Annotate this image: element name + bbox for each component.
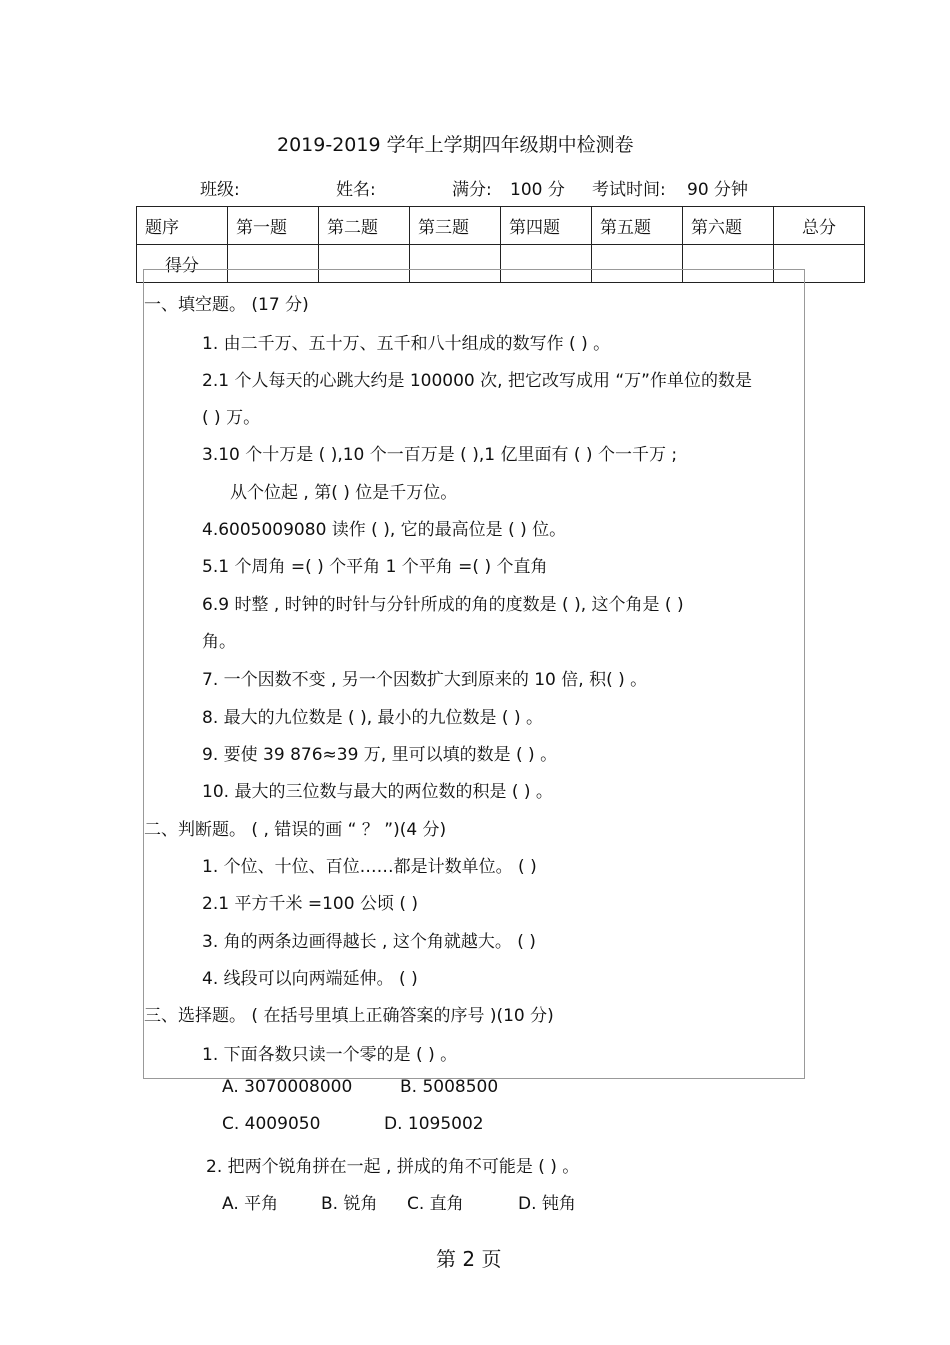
class-label: 班级: xyxy=(200,180,240,200)
question-item: 1. 个位、十位、百位……都是计数单位。 ( ) xyxy=(202,857,537,877)
section-heading: 二、判断题。 ( , 错误的画 “ ？ ”)(4 分) xyxy=(144,820,447,840)
full-score-label: 满分: xyxy=(452,180,492,200)
question-item: 角。 xyxy=(202,632,236,652)
table-header-cell: 第一题 xyxy=(228,207,319,245)
question-item: 6.9 时整 , 时钟的时针与分针所成的角的度数是 ( ), 这个角是 ( ) xyxy=(202,595,684,615)
choice-option: A. 3070008000 xyxy=(222,1077,353,1097)
question-item: 2.1 平方千米 =100 公顷 ( ) xyxy=(202,894,419,914)
choice-option: C. 直角 xyxy=(407,1194,464,1214)
question-item: 从个位起 , 第( ) 位是千万位。 xyxy=(230,483,458,503)
question-item: ( ) 万。 xyxy=(202,408,261,428)
exam-time-value: 90 分钟 xyxy=(687,180,749,200)
table-header-cell: 第二题 xyxy=(319,207,410,245)
question-item: 2.1 个人每天的心跳大约是 100000 次, 把它改写成用 “万”作单位的数是 xyxy=(202,371,752,391)
question-item: 3.10 个十万是 ( ),10 个一百万是 ( ),1 亿里面有 ( ) 个一千万 ; xyxy=(202,445,678,465)
question-item: 9. 要使 39 876≈39 万, 里可以填的数是 ( ) 。 xyxy=(202,745,558,765)
table-header-cell: 总分 xyxy=(774,207,865,245)
question-item: 4.6005009080 读作 ( ), 它的最高位是 ( ) 位。 xyxy=(202,520,567,540)
question-item: 5.1 个周角 =( ) 个平角 1 个平角 =( ) 个直角 xyxy=(202,557,548,577)
score-table-header-row xyxy=(137,207,865,245)
section-heading: 三、选择题。 ( 在括号里填上正确答案的序号 )(10 分) xyxy=(144,1006,554,1026)
table-header-cell: 题序 xyxy=(137,207,228,245)
choice-option: B. 5008500 xyxy=(400,1077,499,1097)
name-label: 姓名: xyxy=(336,180,376,200)
choice-option: D. 1095002 xyxy=(384,1114,484,1134)
table-header-cell: 第五题 xyxy=(592,207,683,245)
question-item: 10. 最大的三位数与最大的两位数的积是 ( ) 。 xyxy=(202,782,553,802)
section-heading: 一、填空题。 (17 分) xyxy=(144,295,309,315)
question-item: 2. 把两个锐角拼在一起 , 拼成的角不可能是 ( ) 。 xyxy=(206,1157,580,1177)
score-row-label: 得分 xyxy=(137,245,228,283)
full-score-value: 100 分 xyxy=(510,180,565,200)
question-item: 7. 一个因数不变 , 另一个因数扩大到原来的 10 倍, 积( ) 。 xyxy=(202,670,648,690)
choice-option: C. 4009050 xyxy=(222,1114,321,1134)
choice-option: A. 平角 xyxy=(222,1194,279,1214)
choice-option: D. 钝角 xyxy=(518,1194,576,1214)
table-header-cell: 第四题 xyxy=(501,207,592,245)
question-item: 1. 由二千万、五十万、五千和八十组成的数写作 ( ) 。 xyxy=(202,334,611,354)
page-title: 2019-2019 学年上学期四年级期中检测卷 xyxy=(277,134,634,156)
table-header-cell: 第三题 xyxy=(410,207,501,245)
question-item: 8. 最大的九位数是 ( ), 最小的九位数是 ( ) 。 xyxy=(202,708,543,728)
exam-time-label: 考试时间: xyxy=(592,180,666,200)
question-item: 4. 线段可以向两端延伸。 ( ) xyxy=(202,969,418,989)
question-item: 1. 下面各数只读一个零的是 ( ) 。 xyxy=(202,1045,458,1065)
table-header-cell: 第六题 xyxy=(683,207,774,245)
page-number: 第 2 页 xyxy=(436,1247,502,1271)
choice-option: B. 锐角 xyxy=(321,1194,378,1214)
question-item: 3. 角的两条边画得越长 , 这个角就越大。 ( ) xyxy=(202,932,536,952)
